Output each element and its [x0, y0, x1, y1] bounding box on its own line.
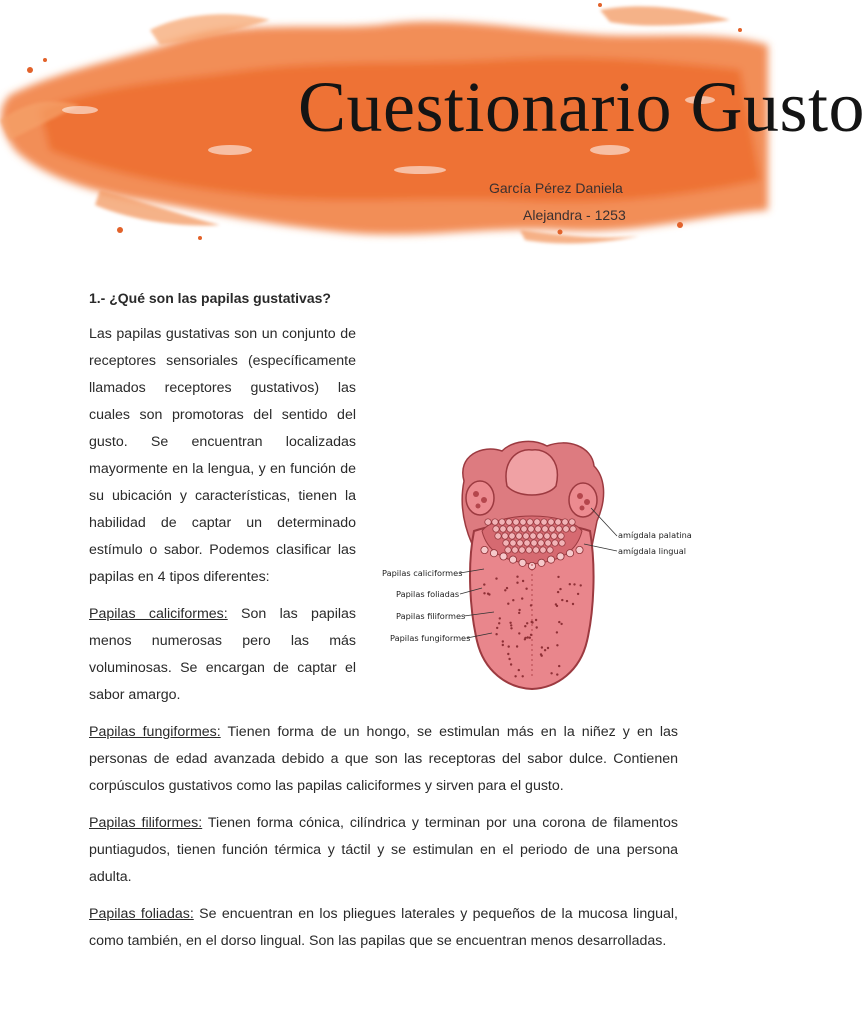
author-id: Alejandra - 1253 [523, 207, 626, 223]
label-foliadas: Papilas foliadas [396, 589, 460, 599]
type-paragraph-foliadas: Papilas foliadas: Se encuentran en los pliegues laterales y pequeños de la mucosa lingual, como también, en el dorso lingual. Son las papilas que se encuentran menos desarrolladas. [89, 906, 678, 949]
label-caliciformes: Papilas caliciformes [382, 568, 463, 578]
label-amigdala-lingual: amígdala lingual [618, 546, 686, 556]
tongue-diagram [372, 436, 694, 698]
term-filiformes: Papilas filiformes: [89, 815, 203, 831]
type-paragraph-filiformes: Papilas filiformes: Tienen forma cónica, cilíndrica y terminan por una corona de filamentos puntiagudos, tienen función térmica y táctil y se estimulan en el periodo de una persona adulta. [89, 815, 678, 885]
label-filiformes: Papilas filiformes [396, 611, 466, 621]
document-title: Cuestionario Gusto [298, 67, 865, 147]
term-fungiformes: Papilas fungiformes: [89, 724, 221, 740]
intro-paragraph: Las papilas gustativas son un conjunto de receptores sensoriales (específicamente llamados receptores gustativos) las cuales son promotoras del sentido del gusto. Se encuentran localizadas mayormente en la lengua, y en función de su ubicación y características, tienen la habilidad de captar un determinado estímulo o sabor. Podemos clasificar las papilas en 4 tipos diferentes: [89, 321, 678, 591]
label-fungiformes: Papilas fungiformes [390, 633, 471, 643]
question-heading: 1.- ¿Qué son las papilas gustativas? [89, 290, 331, 306]
label-amigdala-palatina: amígdala palatina [618, 530, 692, 540]
term-caliciformes: Papilas caliciformes: [89, 606, 228, 622]
tongue-illustration [372, 436, 694, 698]
header-banner [0, 0, 865, 250]
author-name: García Pérez Daniela [489, 180, 623, 196]
type-paragraph-fungiformes: Papilas fungiformes: Tienen forma de un hongo, se estimulan más en la niñez y en las personas de edad avanzada debido a que son las receptoras del sabor dulce. Contienen corpúsculos gustativos como las papilas caliciformes y sirven para el gusto. [89, 724, 678, 794]
type-paragraph-caliciformes: Papilas caliciformes: Son las papilas menos numerosas pero las más voluminosas. Se encargan de captar el sabor amargo. [89, 606, 356, 703]
term-foliadas: Papilas foliadas: [89, 906, 194, 922]
